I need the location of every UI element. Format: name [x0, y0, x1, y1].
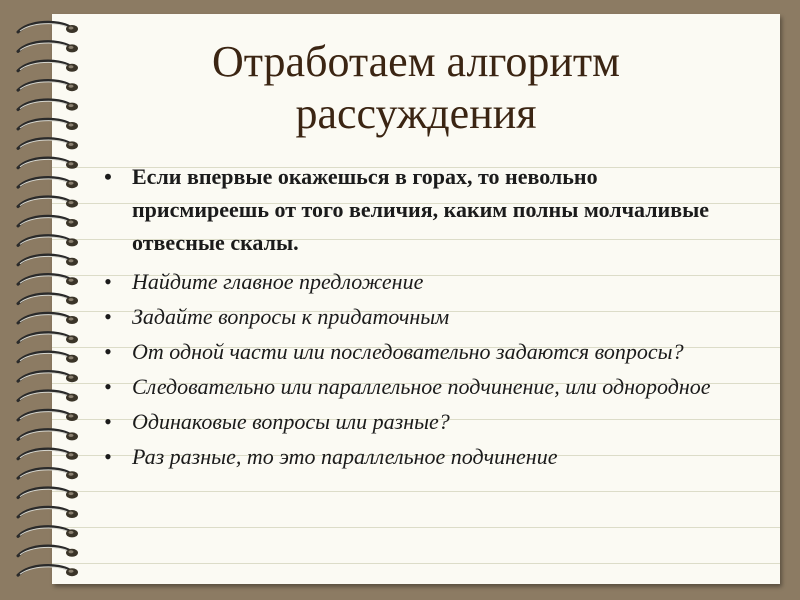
list-item-text: От одной части или последовательно задаются вопросы? — [132, 339, 684, 364]
slide-title — [52, 36, 780, 140]
bullet-dot-icon: • — [104, 409, 112, 434]
list-item-text: Раз разные, то это параллельное подчинение — [132, 444, 558, 469]
list-item — [100, 265, 720, 298]
title-line-2: рассуждения — [295, 89, 537, 138]
list-item-text: Найдите главное предложение — [132, 269, 424, 294]
bullet-dot-icon: • — [104, 374, 112, 399]
list-item — [100, 160, 720, 259]
list-item-text: Если впервые окажешься в горах, то невольно присмиреешь от того величия, каким полны молчаливые отвесные скалы. — [132, 164, 710, 255]
list-item — [100, 405, 720, 438]
list-item — [100, 440, 720, 473]
bullet-dot-icon: • — [104, 444, 112, 469]
list-item — [100, 370, 720, 403]
bullet-dot-icon: • — [104, 339, 112, 364]
bullet-dot-icon: • — [104, 304, 112, 329]
list-item-text: Одинаковые вопросы или разные? — [132, 409, 450, 434]
list-item-text: Следовательно или параллельное подчинение, или однородное — [132, 374, 711, 399]
bullet-list — [100, 160, 720, 475]
list-item — [100, 335, 720, 368]
list-item — [100, 300, 720, 333]
bullet-dot-icon: • — [104, 164, 112, 189]
title-line-1: Отработаем алгоритм — [212, 37, 620, 86]
bullet-dot-icon: • — [104, 269, 112, 294]
list-item-text: Задайте вопросы к придаточным — [132, 304, 450, 329]
